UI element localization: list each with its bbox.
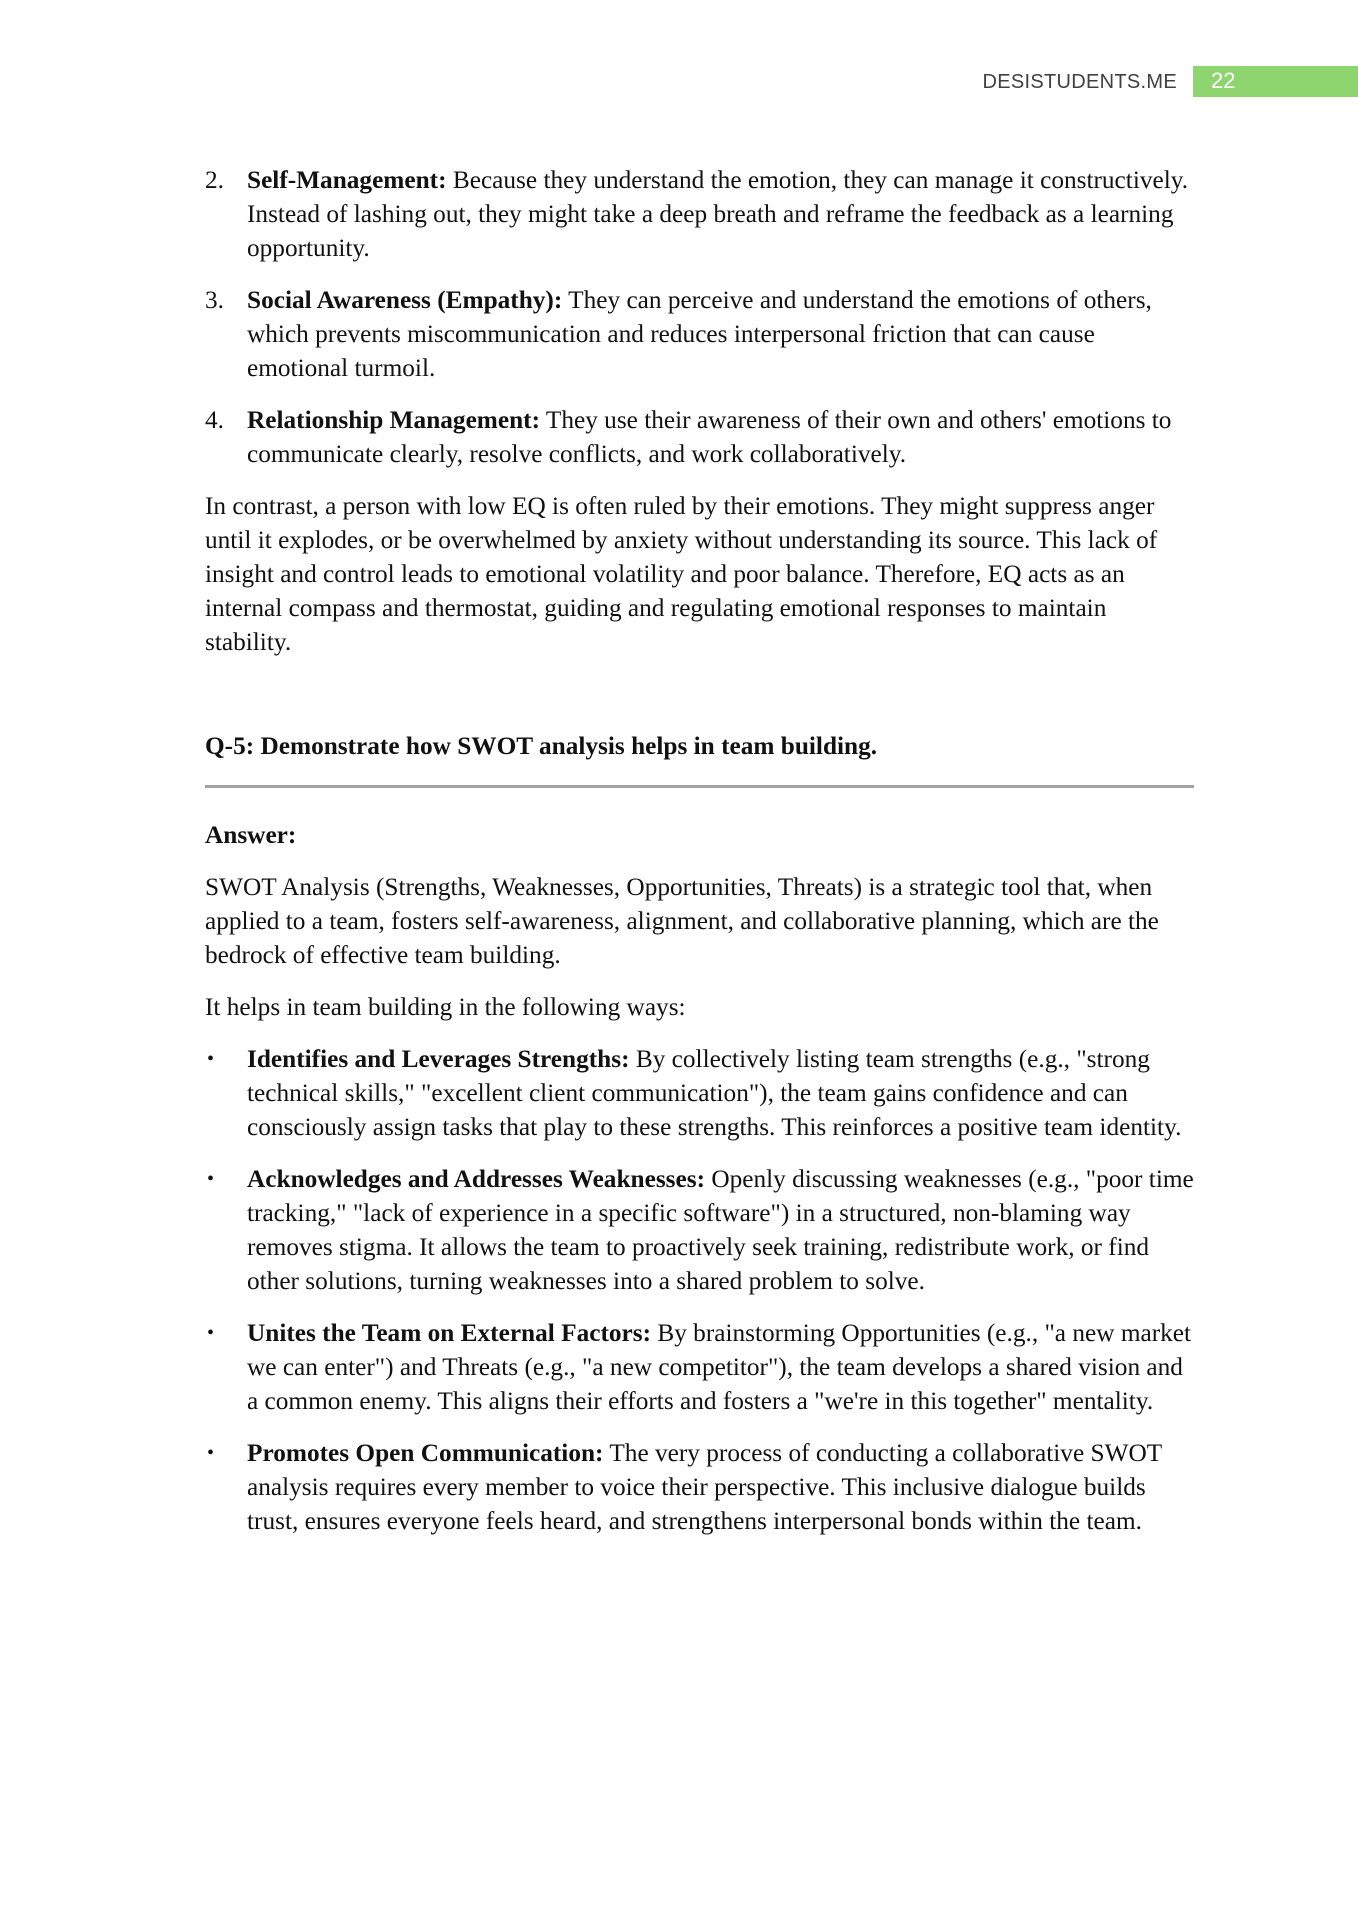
- bullet-icon: •: [207, 1322, 215, 1344]
- item-title: Self-Management:: [247, 166, 447, 194]
- page-number: 22: [1211, 68, 1236, 93]
- page-number-badge: [1193, 66, 1358, 97]
- horizontal-divider: [205, 785, 1194, 788]
- bullet-title: Unites the Team on External Factors:: [247, 1319, 652, 1347]
- bullet-icon: •: [207, 1168, 215, 1190]
- bullet-list-item: [205, 1042, 1195, 1144]
- bullet-list-item: [205, 1436, 1195, 1538]
- list-number: 2.: [205, 166, 224, 194]
- numbered-list-item: [205, 403, 1195, 471]
- numbered-list-item: [205, 163, 1195, 265]
- ways-intro: It helps in team building in the following ways:: [205, 993, 686, 1021]
- bullet-title: Promotes Open Communication:: [247, 1439, 604, 1467]
- bullet-icon: •: [207, 1442, 215, 1464]
- bullet-icon: •: [207, 1048, 215, 1070]
- item-text: They use their awareness of their own and others' emotions to communicate clearly, resolve conflicts, and work collaboratively.: [247, 406, 1172, 468]
- bullet-text: The very process of conducting a collaborative SWOT analysis requires every member to voice their perspective. This inclusive dialogue builds trust, ensures everyone feels heard, and strengthens interpersonal bonds within the team.: [247, 1439, 1162, 1535]
- bullet-title: Acknowledges and Addresses Weaknesses:: [247, 1165, 705, 1193]
- item-title: Social Awareness (Empathy):: [247, 286, 563, 314]
- contrast-paragraph: In contrast, a person with low EQ is often ruled by their emotions. They might suppress anger until it explodes, or be overwhelmed by anxiety without understanding its source. This lack of insight and control leads to emotional volatility and poor balance. Therefore, EQ acts as an internal compass and thermostat, guiding and regulating emotional responses to maintain stability.: [205, 492, 1158, 656]
- bullet-title: Identifies and Leverages Strengths:: [247, 1045, 630, 1073]
- list-number: 3.: [205, 286, 224, 314]
- list-number: 4.: [205, 406, 224, 434]
- numbered-list-item: [205, 283, 1195, 385]
- bullet-text: By collectively listing team strengths (e.g., "strong technical skills," "excellent client communication"), the team gains confidence and can consciously assign tasks that play to these strengths. This reinforces a positive team identity.: [247, 1045, 1182, 1141]
- item-text: Because they understand the emotion, they can manage it constructively. Instead of lashing out, they might take a deep breath and reframe the feedback as a learning opportunity.: [247, 166, 1189, 262]
- question-heading: Q-5: Demonstrate how SWOT analysis helps in team building.: [205, 732, 878, 760]
- item-title: Relationship Management:: [247, 406, 541, 434]
- bullet-list-item: [205, 1162, 1195, 1298]
- item-text: They can perceive and understand the emotions of others, which prevents miscommunication and reduces interpersonal friction that can cause emotional turmoil.: [247, 286, 1152, 382]
- page-content: [205, 163, 1195, 1556]
- bullet-list-item: [205, 1316, 1195, 1418]
- answer-label: Answer:: [205, 821, 297, 849]
- site-name: DESISTUDENTS.ME: [982, 71, 1177, 93]
- answer-intro-paragraph: SWOT Analysis (Strengths, Weaknesses, Opportunities, Threats) is a strategic tool that, when applied to a team, fosters self-awareness, alignment, and collaborative planning, which are the bedrock of effective team building.: [205, 873, 1159, 969]
- bullet-text: Openly discussing weaknesses (e.g., "poor time tracking," "lack of experience in a specific software") in a structured, non-blaming way removes stigma. It allows the team to proactively seek training, redistribute work, or find other solutions, turning weaknesses into a shared problem to solve.: [247, 1165, 1194, 1295]
- bullet-text: By brainstorming Opportunities (e.g., "a new market we can enter") and Threats (e.g., "a new competitor"), the team develops a shared vision and a common enemy. This aligns their efforts and fosters a "we're in this together" mentality.: [247, 1319, 1192, 1415]
